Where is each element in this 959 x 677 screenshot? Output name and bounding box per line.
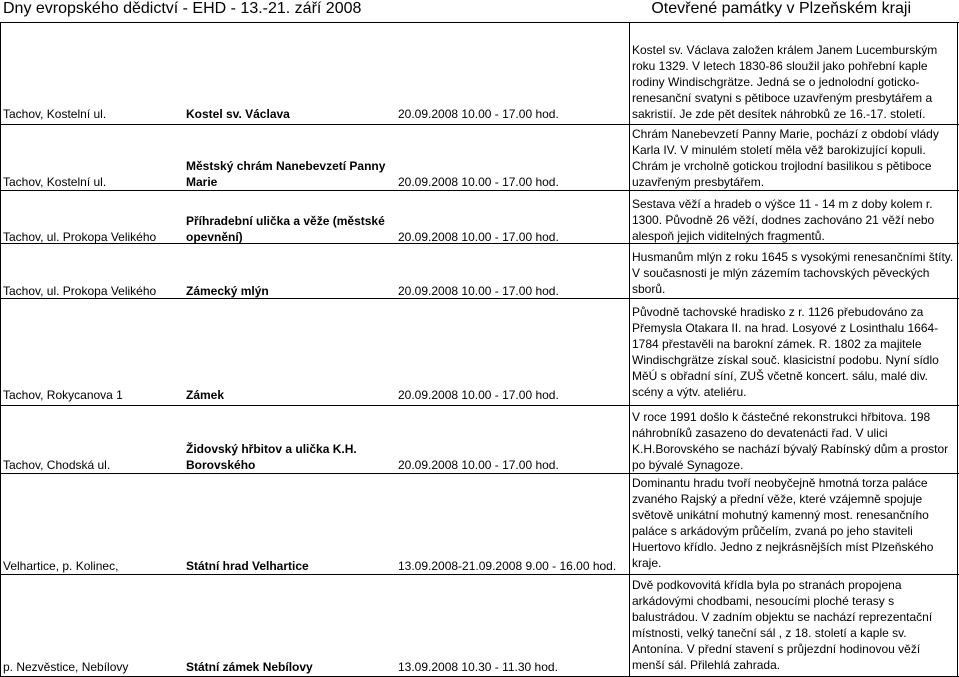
row-date: 20.09.2008 10.00 - 17.00 hod. <box>398 107 559 121</box>
row-divider <box>0 124 959 125</box>
row-date: 20.09.2008 10.00 - 17.00 hod. <box>398 458 559 472</box>
row-location: Tachov, Rokycanova 1 <box>3 388 123 402</box>
row-divider <box>0 473 959 474</box>
row-name: Státní hrad Velhartice <box>186 559 309 573</box>
table-divider <box>629 22 630 677</box>
row-description: V roce 1991 došlo k částečné rekonstrukci hřbitova. 198 náhrobníků zasazeno do devatenácti řad. V ulici K.H.Borovského se nachází bývalý Rabínský dům a prostor po bývalé Synagoze. <box>632 410 949 472</box>
row-date: 20.09.2008 10.00 - 17.00 hod. <box>398 284 559 298</box>
table-border-right <box>957 22 958 677</box>
page-header <box>0 0 959 22</box>
row-name: Příhradební ulička a věže (městské opevnění) <box>186 214 385 244</box>
row-date: 20.09.2008 10.00 - 17.00 hod. <box>398 230 559 244</box>
row-description: Chrám Nanebevzetí Panny Marie, pochází z období vlády Karla IV. V minulém století měla věž barokizující kopuli. Chrám je vrcholně gotickou trojlodní basilikou s pětiboce uzavřeným presbytářem. <box>632 127 939 189</box>
row-description: Dvě podkovovitá křídla byla po stranách propojena arkádovými chodbami, nesoucími ploché terasy s balustrádou. V zadním objektu se nachází reprezentační místnosti, velký taneční sál , z 18. století a kaple sv. Antonína. V přední stavení s průjezdní hodinovou věží menší sál. Přilehlá zahrada. <box>632 578 933 672</box>
row-location: Tachov, ul. Prokopa Velikého <box>3 284 157 298</box>
row-name: Židovský hřbitov a ulička K.H. Borovského <box>186 442 357 472</box>
row-date: 13.09.2008-21.09.2008 9.00 - 16.00 hod. <box>398 559 617 573</box>
row-date: 20.09.2008 10.00 - 17.00 hod. <box>398 388 559 402</box>
row-description: Husmanům mlýn z roku 1645 s vysokými renesančními štíty. V současnosti je mlýn zázemím tachovských pěveckých sborů. <box>632 250 954 296</box>
row-divider <box>0 190 959 191</box>
table-border-left <box>0 22 1 677</box>
row-description: Původně tachovské hradisko z r. 1126 přebudováno za Přemysla Otakara II. na hrad. Losyové z Losinthalu 1664-1784 přestavěli na barokní zámek. R. 1802 za majitele Windischgrätze získal souč. klasicistní podobu. Nyní sídlo MěÚ s obřadní síní, ZUŠ včetně koncert. sálu, malé div. scény a výtv. ateliéru. <box>632 305 939 399</box>
row-name: Zámecký mlýn <box>186 284 269 298</box>
row-description: Kostel sv. Václava založen králem Janem Lucemburským roku 1329. V letech 1830-86 sloužil jako pohřební kaple rodiny Windischgrätze. Jedná se o jednolodní goticko-renesanční svatyni s pětiboce uzavřeným presbytářem a sakristií. Je zde pět desítek náhrobků ze 16.-17. století. <box>632 43 938 121</box>
row-description: Dominantu hradu tvoří neobyčejně hmotná torza paláce zvaného Rajský a přední věže, které vzájemně spojuje světově unikátní mohutný kamenný most. renesančního paláce s arkádovým průčelím, zvaná po jeho staviteli Huertovo křídlo. Jedno z nejkrásnějších míst Plzeňského kraje. <box>632 476 934 570</box>
header-title-left: Dny evropského dědictví - EHD - 13.-21. září 2008 <box>3 0 362 17</box>
row-location: Velhartice, p. Kolinec, <box>3 559 119 573</box>
row-name: Zámek <box>186 388 225 402</box>
row-location: Tachov, ul. Prokopa Velikého <box>3 230 157 244</box>
row-name: Státní zámek Nebílovy <box>186 660 313 674</box>
row-divider <box>0 574 959 575</box>
row-location: Tachov, Chodská ul. <box>3 458 111 472</box>
row-location: Tachov, Kostelní ul. <box>3 175 107 189</box>
row-name: Kostel sv. Václava <box>186 107 290 121</box>
row-location: p. Nezvěstice, Nebílovy <box>3 660 129 674</box>
row-date: 13.09.2008 10.30 - 11.30 hod. <box>398 660 558 674</box>
row-location: Tachov, Kostelní ul. <box>3 107 107 121</box>
row-description: Sestava věží a hradeb o výšce 11 - 14 m z doby kolem r. 1300. Původně 26 věží, dodnes zachováno 21 věží nebo alespoň jejich viditelných fragmentů. <box>632 197 935 243</box>
row-name: Městský chrám Nanebevzetí Panny Marie <box>186 159 386 189</box>
header-title-right: Otevřené památky v Plzeňském kraji <box>651 0 911 17</box>
row-divider <box>0 405 959 406</box>
row-date: 20.09.2008 10.00 - 17.00 hod. <box>398 175 559 189</box>
table-border-top <box>0 22 959 23</box>
